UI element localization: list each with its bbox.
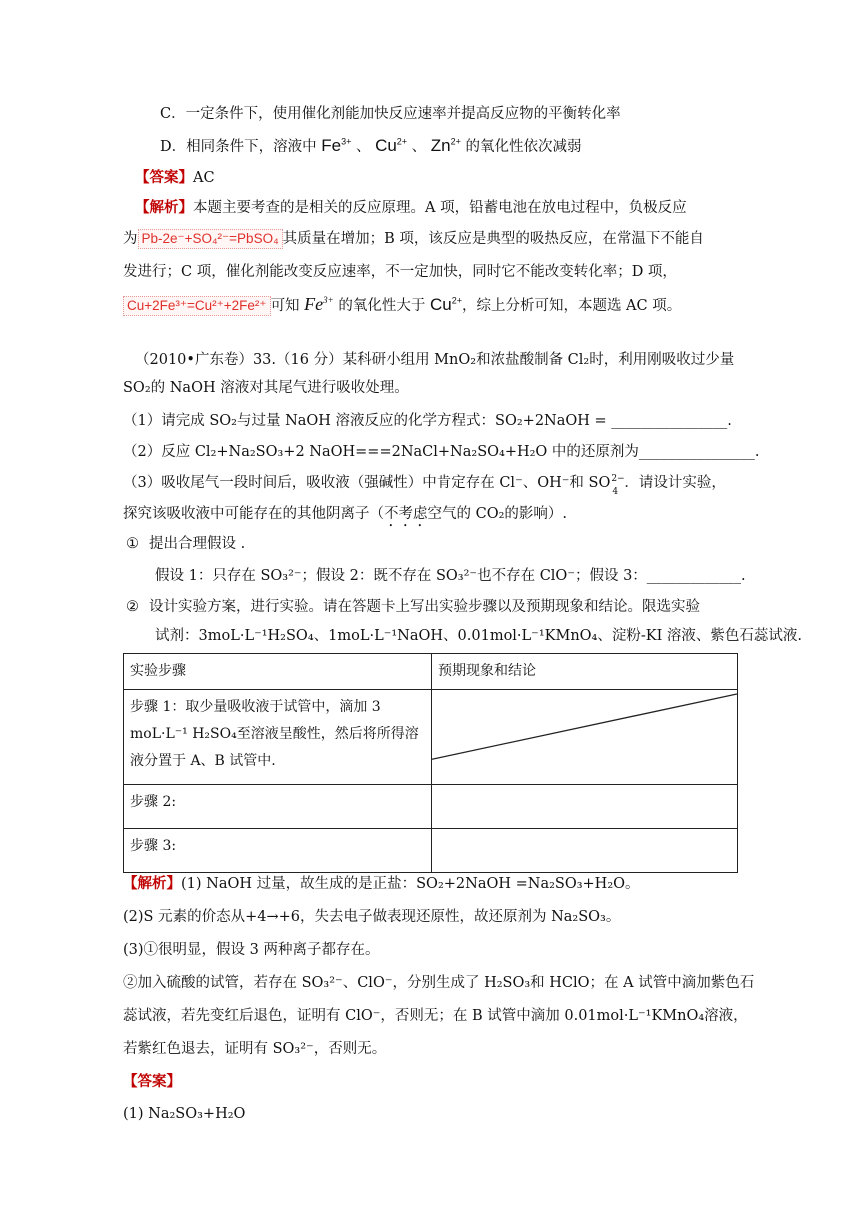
analysis-tag: 【解析】 xyxy=(135,199,193,216)
analysis-text-4c: ，综上分析可知，本题选 AC 项。 xyxy=(461,298,682,314)
step-2-cell: 步骤 2: xyxy=(124,785,432,829)
step-3-cell: 步骤 3: xyxy=(124,829,432,873)
table-row-step-2 xyxy=(124,785,738,829)
option-d: D．相同条件下，溶液中 $Fe^{3+}$ 、 $Cu^{2+}$ 、 $Zn^{2+}$ 的氧化性依次减弱 xyxy=(160,136,582,155)
answer-line xyxy=(135,168,215,188)
q2-part-3-text-b: ．请设计实验， xyxy=(624,475,726,491)
hypotheses: 假设 1：只存在 SO₃²⁻；假设 2：既不存在 SO₃²⁻也不存在 ClO⁻；假设 3：_____________. xyxy=(155,568,746,584)
step-2-heading xyxy=(126,597,700,617)
analysis-line-2 xyxy=(123,229,704,249)
ion-cu2-b: $Cu^{2+}$ xyxy=(429,295,462,314)
solution-line-6: 若紫红色退去，证明有 SO₃²⁻，否则无。 xyxy=(123,1041,387,1057)
q2-part-2: （2）反应 Cl₂+Na₂SO₃+2 NaOH===2NaCl+Na₂SO₄+H₂O 中的还原剂为________________. xyxy=(123,444,760,460)
step-2-text: 设计实验方案，进行实验。请在答题卡上写出实验步骤以及预期现象和结论。限选实验 xyxy=(149,599,700,615)
sulfate-charge: 2− 4 xyxy=(611,474,625,497)
reagents: 试剂：3moL·L⁻¹H₂SO₄、1moL·L⁻¹NaOH、0.01mol·L⁻¹KMnO₄、淀粉-KI 溶液、紫色石蕊试液. xyxy=(155,628,803,644)
answer-tag-2 xyxy=(123,1072,181,1092)
answer-tag-2-text: 【答案】 xyxy=(123,1073,181,1090)
analysis-text-4a: 可知 xyxy=(270,298,300,314)
equation-image-2: Cu+2Fe³⁺=Cu²⁺+2Fe²⁺ xyxy=(123,296,271,316)
experiment-table xyxy=(123,653,738,873)
table-row-step-3 xyxy=(124,829,738,873)
step-1-cell: 步骤 1：取少量吸收液于试管中，滴加 3 moL·L⁻¹ H₂SO₄至溶液呈酸性，然后将所得溶液分置于 A、B 试管中. xyxy=(124,690,432,785)
q2-intro-2: SO₂的 NaOH 溶液对其尾气进行吸收处理。 xyxy=(123,380,409,396)
emphasis-not-consider: 不考虑 xyxy=(384,506,428,522)
analysis-text-4b: 的氧化性大于 xyxy=(338,298,426,314)
option-d-suffix: 的氧化性依次减弱 xyxy=(465,139,582,155)
analysis-line-1 xyxy=(135,198,687,218)
solution-line-2: (2)S 元素的价态从+4→+6，失去电子做表现还原性，故还原剂为 Na₂SO₃。 xyxy=(123,909,621,925)
q2-part-3-text-a: （3）吸收尾气一段时间后，吸收液（强碱性）中肯定存在 Cl⁻、OH⁻和 SO xyxy=(123,475,611,491)
ion-fe3: $Fe^{3+}$ xyxy=(321,136,352,155)
step-1-heading xyxy=(126,534,245,554)
answer-tag: 【答案】 xyxy=(135,169,193,186)
equation-image-1: Pb-2e⁻+SO₄²⁻=PbSO₄ xyxy=(138,229,283,249)
table-row-step-1 xyxy=(124,690,738,785)
table-header-row xyxy=(124,654,738,690)
q2-part-3-2a: 探究该吸收液中可能存在的其他阴离子（ xyxy=(123,506,384,522)
q2-part-3-2b: 空气的 CO₂的影响）. xyxy=(427,506,568,522)
analysis-text-2b: 其质量在增加；B 项，该反应是典型的吸热反应，在常温下不能自 xyxy=(282,231,704,247)
analysis-text-1: 本题主要考查的是相关的反应原理。A 项，铅蓄电池在放电过程中，负极反应 xyxy=(193,200,687,216)
diagonal-cell xyxy=(432,690,738,785)
q2-part-3-line-2 xyxy=(123,504,567,530)
header-steps: 实验步骤 xyxy=(124,654,432,690)
solution-line-1 xyxy=(123,874,640,894)
step-2-result-cell xyxy=(432,785,738,829)
option-d-prefix: D．相同条件下，溶液中 xyxy=(160,139,317,155)
solution-line-4: ②加入硫酸的试管，若存在 SO₃²⁻、ClO⁻，分别生成了 H₂SO₃和 HClO；在 A 试管中滴加紫色石 xyxy=(123,975,755,991)
solution-line-3: (3)①很明显，假设 3 两种离子都存在。 xyxy=(123,942,380,958)
analysis-line-4 xyxy=(123,294,681,316)
circled-number-2: ② xyxy=(126,599,139,615)
q2-intro-1: （2010•广东卷）33.（16 分）某科研小组用 MnO₂和浓盐酸制备 Cl₂时，利用刚吸收过少量 xyxy=(135,352,735,368)
diagonal-line xyxy=(432,690,737,784)
ion-fe3-italic: $Fe^{3+}$ xyxy=(304,294,334,314)
ion-zn2: $Zn^{2+}$ xyxy=(430,136,461,155)
solution-text-1: (1) NaOH 过量，故生成的是正盐：SO₂+2NaOH =Na₂SO₃+H₂O。 xyxy=(181,876,640,892)
answer-value: AC xyxy=(193,170,215,186)
answer-1: (1) Na₂SO₃+H₂O xyxy=(123,1106,246,1122)
step-1-text: 提出合理假设 . xyxy=(149,536,246,552)
analysis-line-3: 发进行；C 项，催化剂能改变反应速率，不一定加快，同时它不能改变转化率；D 项， xyxy=(123,264,677,280)
option-c: C．一定条件下，使用催化剂能加快反应速率并提高反应物的平衡转化率 xyxy=(160,106,621,122)
analysis-text-2a: 为 xyxy=(123,231,138,247)
q2-part-3 xyxy=(123,473,726,497)
solution-tag: 【解析】 xyxy=(123,875,181,892)
header-expected: 预期现象和结论 xyxy=(432,654,738,690)
solution-line-5: 蕊试液，若先变红后退色，证明有 ClO⁻，否则无；在 B 试管中滴加 0.01mol·L⁻¹KMnO₄溶液， xyxy=(123,1008,748,1024)
q2-part-1: （1）请完成 SO₂与过量 NaOH 溶液反应的化学方程式：SO₂+2NaOH = ________________. xyxy=(123,413,732,429)
ion-cu2: $Cu^{2+}$ xyxy=(375,136,408,155)
circled-number-1: ① xyxy=(126,536,139,552)
step-3-result-cell xyxy=(432,829,738,873)
